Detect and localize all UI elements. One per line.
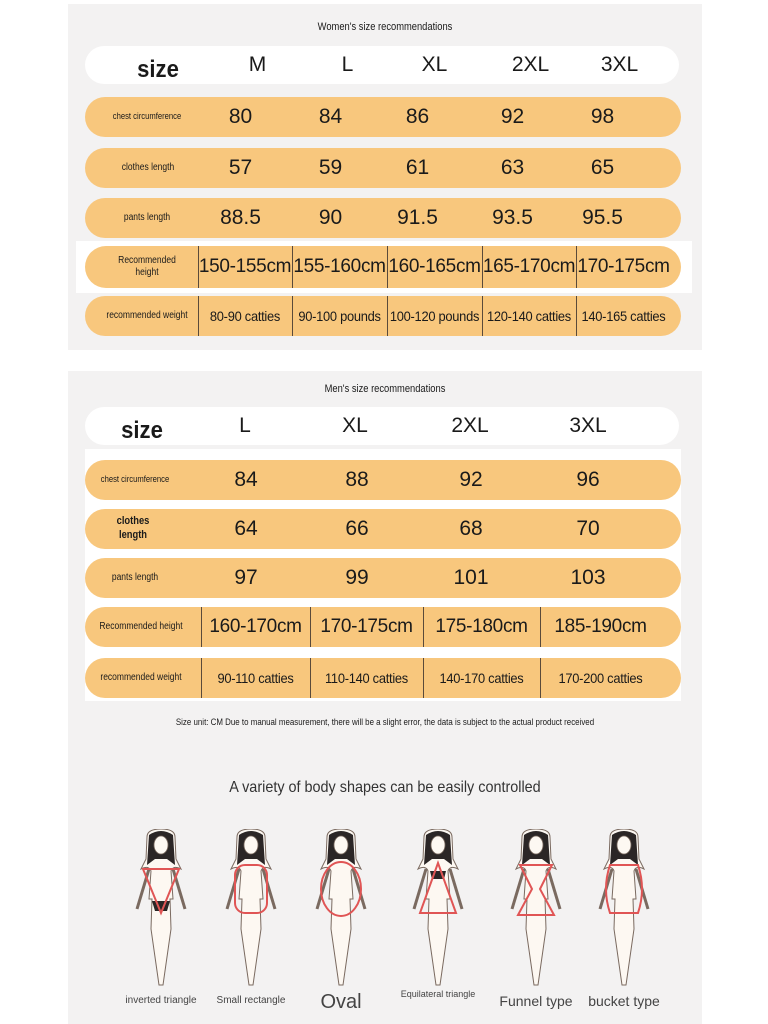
- women-size-label: size: [137, 56, 179, 83]
- women-size-heading: 2XL: [511, 53, 550, 76]
- shape-label: Equilateral triangle: [400, 989, 476, 999]
- men-cell: 92: [459, 468, 483, 491]
- women-size-heading: L: [341, 53, 354, 76]
- women-cell: 91.5: [397, 206, 438, 229]
- men-cell: 88: [345, 468, 369, 491]
- men-row-weight: [85, 658, 681, 698]
- men-size-label: size: [121, 417, 163, 444]
- men-size-panel: [68, 371, 702, 701]
- women-row-weight: [85, 296, 681, 336]
- women-cell: 63: [500, 156, 525, 179]
- column-divider: [198, 296, 199, 336]
- shape-label: Oval: [320, 991, 362, 1013]
- men-row-label: recommended weight: [100, 671, 182, 683]
- women-row-label: pants length: [123, 211, 171, 223]
- funnel-body-icon: [498, 829, 574, 989]
- men-panel-title: Men's size recommendations: [324, 383, 446, 395]
- women-cell: 90-100 pounds: [298, 308, 381, 324]
- men-cell: 103: [570, 566, 606, 589]
- column-divider: [482, 296, 483, 336]
- men-header-row: [85, 407, 679, 445]
- women-cell: 100-120 pounds: [389, 308, 480, 324]
- men-size-heading: 2XL: [451, 414, 489, 437]
- women-cell: 80-90 catties: [209, 308, 281, 324]
- women-size-heading: 3XL: [600, 53, 639, 76]
- men-row-pants-length: [85, 558, 681, 598]
- oval-body-icon: [303, 829, 379, 989]
- women-cell: 155-160cm: [293, 256, 386, 277]
- shape-label: bucket type: [588, 993, 660, 1009]
- men-cell: 84: [234, 468, 258, 491]
- men-cell: 170-175cm: [320, 616, 413, 637]
- women-row-label: chest circumference: [112, 111, 182, 122]
- men-cell: 175-180cm: [435, 616, 528, 637]
- column-divider: [576, 296, 577, 336]
- women-cell: 120-140 catties: [487, 308, 571, 324]
- women-row-label: clothes length: [121, 161, 175, 173]
- women-cell: 57: [228, 156, 253, 179]
- bucket-body-icon: [586, 829, 662, 989]
- men-row-label: clothes length: [116, 515, 150, 541]
- men-cell: 96: [576, 468, 600, 491]
- triangle-body-icon: [400, 829, 476, 989]
- men-size-heading: L: [239, 414, 251, 437]
- inverted-triangle-body-icon: [123, 829, 199, 989]
- rectangle-body-icon: [213, 829, 289, 989]
- women-size-heading: XL: [421, 53, 448, 76]
- men-cell: 160-170cm: [209, 616, 302, 637]
- column-divider: [423, 658, 424, 698]
- women-cell: 84: [318, 105, 343, 128]
- women-cell: 92: [500, 105, 525, 128]
- men-cell: 97: [234, 566, 258, 589]
- women-cell: 150-155cm: [198, 256, 292, 277]
- women-row-pants-length: [85, 198, 681, 238]
- women-cell: 61: [405, 156, 430, 179]
- women-cell: 80: [228, 105, 253, 128]
- column-divider: [387, 296, 388, 336]
- women-row-chest: [85, 97, 681, 137]
- men-row-height: [85, 607, 681, 647]
- men-size-heading: 3XL: [569, 414, 607, 437]
- men-cell: 70: [576, 517, 600, 540]
- men-row-label: chest circumference: [100, 474, 170, 485]
- men-row-clothes-length: [85, 509, 681, 549]
- women-row-label: recommended weight: [106, 309, 188, 321]
- men-cell: 110-140 catties: [324, 670, 408, 686]
- women-cell: 160-165cm: [388, 256, 481, 277]
- men-cell: 101: [453, 566, 489, 589]
- size-unit-note: Size unit: CM Due to manual measurement, there will be a slight error, the data is subject to the actual product received: [175, 717, 595, 727]
- column-divider: [540, 658, 541, 698]
- women-header-row: [85, 46, 679, 84]
- shape-label: inverted triangle: [125, 995, 197, 1006]
- women-cell: 65: [590, 156, 615, 179]
- women-row-clothes-length: [85, 148, 681, 188]
- shape-label: Small rectangle: [216, 995, 286, 1006]
- women-cell: 90: [318, 206, 343, 229]
- men-cell: 140-170 catties: [439, 670, 524, 686]
- men-cell: 64: [234, 517, 258, 540]
- men-cell: 99: [345, 566, 369, 589]
- men-cell: 66: [345, 517, 369, 540]
- column-divider: [201, 658, 202, 698]
- women-cell: 140-165 catties: [581, 308, 666, 324]
- women-cell: 86: [405, 105, 430, 128]
- body-shapes-title: A variety of body shapes can be easily controlled: [229, 779, 541, 796]
- women-cell: 98: [590, 105, 615, 128]
- column-divider: [310, 658, 311, 698]
- women-cell: 165-170cm: [482, 256, 576, 277]
- women-cell: 59: [318, 156, 343, 179]
- column-divider: [292, 296, 293, 336]
- men-cell: 90-110 catties: [217, 670, 294, 686]
- men-row-label: Recommended height: [99, 620, 183, 632]
- men-size-heading: XL: [342, 414, 368, 437]
- women-cell: 88.5: [220, 206, 261, 229]
- body-shapes-panel: [68, 701, 702, 1024]
- women-cell: 170-175cm: [577, 256, 670, 277]
- men-row-chest: [85, 460, 681, 500]
- men-row-label: pants length: [111, 571, 159, 583]
- women-row-label: Recommended height: [118, 254, 176, 278]
- men-cell: 185-190cm: [554, 616, 647, 637]
- women-cell: 93.5: [492, 206, 533, 229]
- women-size-heading: M: [248, 53, 267, 76]
- men-cell: 170-200 catties: [558, 670, 643, 686]
- women-size-panel: [68, 4, 702, 350]
- shape-label: Funnel type: [499, 993, 573, 1009]
- women-row-height: [85, 246, 681, 288]
- women-panel-title: Women's size recommendations: [317, 21, 453, 33]
- men-cell: 68: [459, 517, 483, 540]
- women-cell: 95.5: [582, 206, 623, 229]
